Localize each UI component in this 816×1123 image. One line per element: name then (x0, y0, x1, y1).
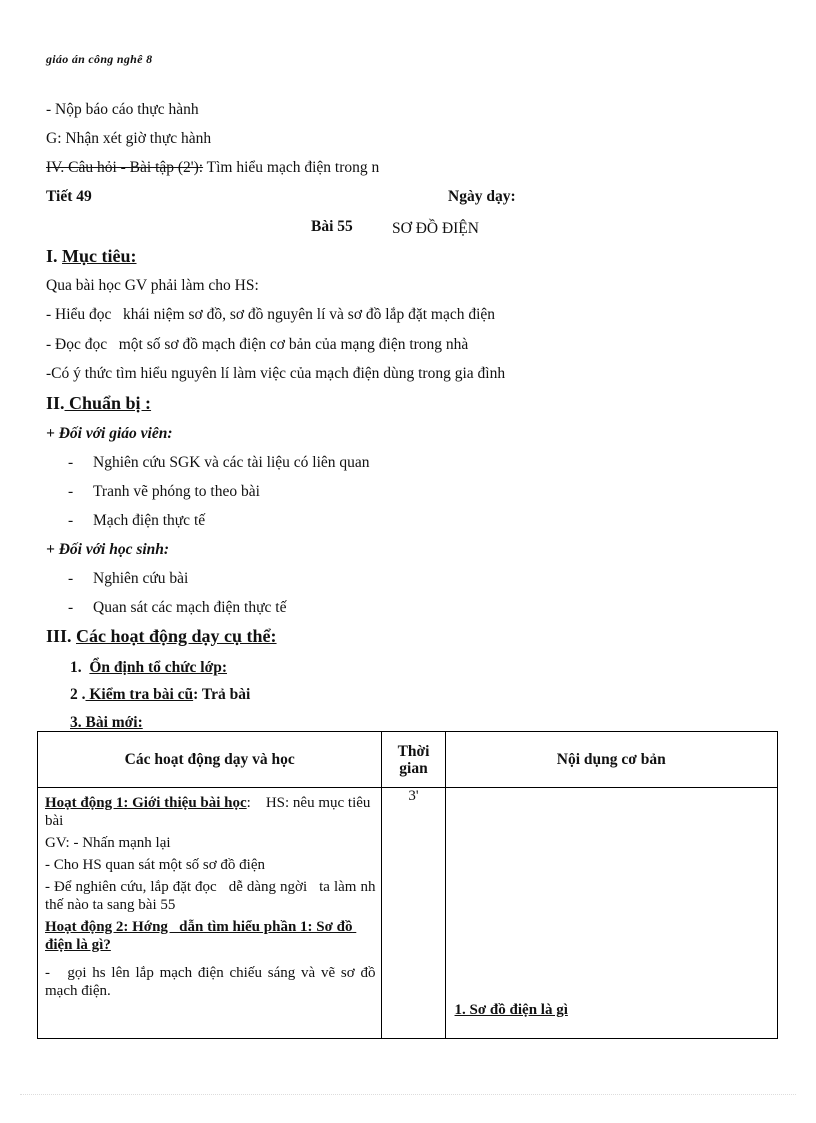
lesson-title: SƠ ĐỒ ĐIỆN (392, 220, 479, 237)
activity-1-title: Hoạt động 1: Giới thiệu bài học (45, 795, 247, 811)
student-item-2: Quan sát các mạch điện thực tế (93, 599, 287, 616)
table-header-row (38, 732, 778, 788)
section-3-heading (46, 626, 277, 647)
section-2-roman: II. (46, 393, 65, 413)
lesson-number: Bài 55 (311, 218, 353, 235)
table-row (38, 788, 778, 1039)
step-1 (70, 659, 227, 677)
activity-line-a: - Cho HS quan sát một số sơ đồ điện (45, 857, 266, 873)
step-2-number: 2 . (70, 686, 86, 703)
objective-line-3: - Đọc đọc một số sơ đồ mạch điện cơ bản của mạng điện trong nhà (46, 336, 469, 353)
teacher-dash-2: - (68, 483, 74, 500)
lesson-date-label: Ngày dạy: (448, 188, 516, 205)
objective-line-1: Qua bài học GV phải làm cho HS: (46, 277, 259, 294)
objective-line-2: - Hiểu đọc khái niệm sơ đồ, sơ đồ nguyên lí và sơ đồ lắp đặt mạch điện (46, 306, 496, 323)
step-2 (70, 686, 250, 704)
teacher-item-3: Mạch điện thực tế (93, 512, 206, 529)
teacher-dash-3: - (68, 512, 74, 529)
activities-table (37, 731, 778, 1039)
gv-line: GV: - Nhấn mạnh lại (45, 835, 171, 851)
activity-1-rest: : HS: nêu mục tiêu bài (45, 795, 375, 829)
header-activities: Các hoạt động dạy và học (38, 732, 382, 788)
content-cell (445, 788, 777, 1039)
section-2-title: Chuẩn bị : (64, 393, 152, 413)
teacher-label: + Đối với giáo viên: (46, 425, 173, 442)
time-cell: 3' (382, 788, 445, 1039)
teacher-dash-1: - (68, 454, 74, 471)
section-1-heading (46, 246, 137, 267)
step-1-text: Ổn định tổ chức lớp: (89, 659, 227, 676)
teacher-item-1: Nghiên cứu SGK và các tài liệu có liên quan (93, 454, 370, 471)
activity-line-b: - Để nghiên cứu, lắp đặt đọc dễ dàng ngời ta làm nh thế nào ta sang bài 55 (45, 879, 387, 913)
section-2-heading (46, 393, 151, 414)
intro-line-2: G: Nhận xét giờ thực hành (46, 130, 212, 147)
step-1-number: 1. (70, 659, 82, 676)
page-header: giáo án công nghê 8 (46, 52, 153, 66)
objective-line-4: -Có ý thức tìm hiểu nguyên lí làm việc của mạch điện dùng trong gia đình (46, 365, 506, 382)
header-time: Thời gian (382, 732, 445, 788)
step-2-text: : Trả bài (193, 686, 251, 703)
step-3: 3. Bài mới: (70, 714, 143, 731)
activities-cell (38, 788, 387, 1039)
student-dash-1: - (68, 570, 74, 587)
section-1-title: Mục tiêu: (62, 246, 137, 266)
lesson-period: Tiết 49 (46, 188, 92, 205)
student-item-1: Nghiên cứu bài (93, 570, 189, 587)
section-iv-line (46, 159, 379, 177)
section-iv-text: Tìm hiểu mạch điện trong n (203, 159, 380, 176)
activity-line-c: - gọi hs lên lắp mạch điện chiếu sáng và vẽ sơ đồ mạch điện. (45, 965, 380, 999)
student-label: + Đối với học sinh: (46, 541, 170, 558)
header-content: Nội dụng cơ bản (445, 732, 777, 788)
content-heading-1: 1. Sơ đồ điện là gì (454, 1002, 568, 1018)
intro-line-1: - Nộp báo cáo thực hành (46, 101, 199, 118)
section-1-roman: I. (46, 246, 58, 266)
section-3-title: Các hoạt động dạy cụ thể: (76, 626, 277, 646)
section-iv-label: IV. Câu hỏi - Bài tập (2'): (46, 159, 204, 176)
activity-2-title: Hoạt động 2: Hớng dẫn tìm hiểu phần 1: Sơ đồ điện là gì? (45, 919, 357, 953)
step-2-label: Kiểm tra bài cũ (85, 686, 194, 703)
student-dash-2: - (68, 599, 74, 616)
teacher-item-2: Tranh vẽ phóng to theo bài (93, 483, 260, 500)
page-bottom-divider (20, 1094, 796, 1095)
section-3-roman: III. (46, 626, 72, 646)
